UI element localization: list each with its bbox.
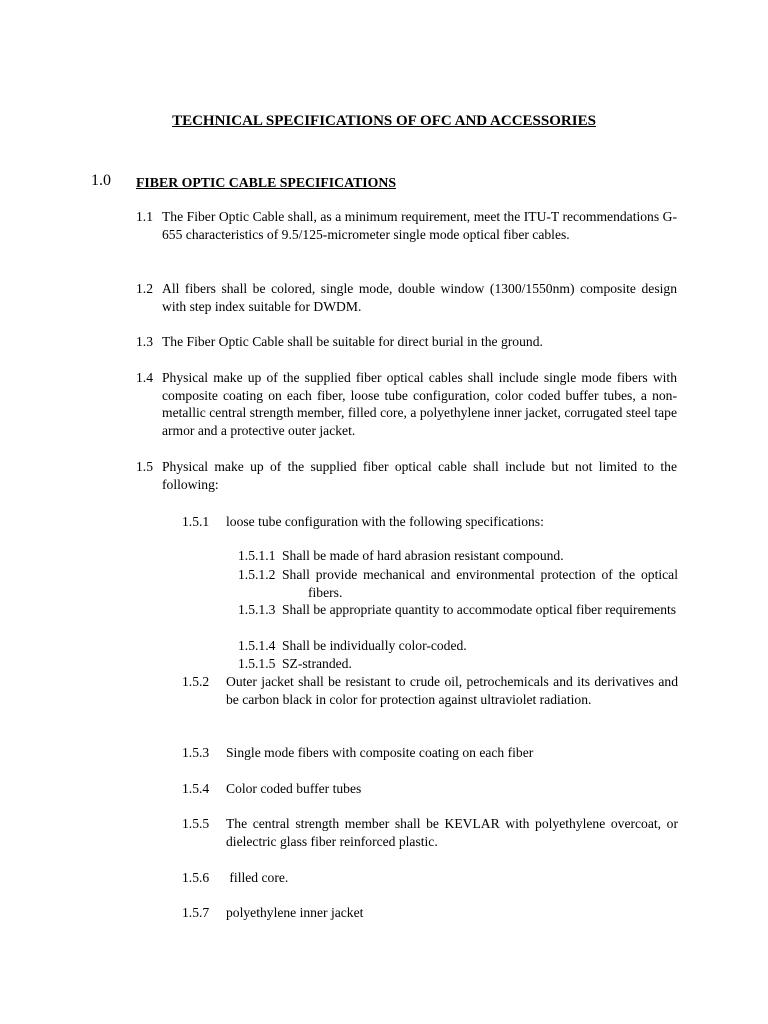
subsubitem-text: SZ-stranded. — [282, 656, 352, 671]
item-text: All fibers shall be colored, single mode, double window (1300/1550nm) composite design with step index suitable for DWDM. — [162, 281, 677, 314]
subitem-text: loose tube configuration with the following specifications: — [226, 514, 544, 529]
item-number: 1.1 — [136, 209, 153, 224]
spec-subitem-1-5-7 — [182, 904, 678, 922]
spec-subitem-1-5-4 — [182, 780, 678, 798]
spec-subsubitem-1-5-1-4 — [238, 637, 678, 655]
subsubitem-number: 1.5.1.2 — [238, 567, 276, 582]
spec-subsubitem-1-5-1-1 — [238, 547, 678, 565]
subitem-number: 1.5.6 — [182, 870, 210, 885]
section-number: 1.0 — [91, 172, 111, 189]
spec-item-1-4 — [136, 369, 677, 439]
subitem-text: The central strength member shall be KEVLAR with polyethylene overcoat, or dielectric glass fiber reinforced plastic. — [226, 816, 678, 849]
section-title: FIBER OPTIC CABLE SPECIFICATIONS — [136, 175, 397, 190]
document-title: TECHNICAL SPECIFICATIONS OF OFC AND ACCESSORIES — [172, 113, 596, 129]
subitem-number: 1.5.1 — [182, 514, 210, 529]
subsubitem-text: Shall be made of hard abrasion resistant compound. — [282, 548, 564, 563]
spec-subsubitem-1-5-1-2 — [238, 566, 678, 601]
spec-item-1-1 — [136, 208, 677, 243]
item-text: The Fiber Optic Cable shall be suitable for direct burial in the ground. — [162, 334, 543, 349]
subsubitem-text: Shall be appropriate quantity to accommodate optical fiber requirements — [282, 602, 677, 617]
subitem-text: filled core. — [226, 870, 289, 885]
subitem-number: 1.5.2 — [182, 674, 210, 689]
subitem-text: Color coded buffer tubes — [226, 781, 362, 796]
spec-item-1-5 — [136, 458, 677, 493]
spec-subitem-1-5-6 — [182, 869, 678, 887]
subsubitem-text: Shall provide mechanical and environmental protection of the optical fibers. — [282, 567, 678, 600]
subitem-number: 1.5.3 — [182, 745, 210, 760]
item-number: 1.4 — [136, 370, 153, 385]
item-text: Physical make up of the supplied fiber optical cables shall include single mode fibers with composite coating on each fiber, loose tube configuration, color coded buffer tubes, a non-metallic central strength member, filled core, a polyethylene inner jacket, corrugated steel tape armor and a protective outer jacket. — [162, 370, 677, 438]
subitem-number: 1.5.7 — [182, 905, 210, 920]
spec-item-1-3 — [136, 333, 677, 351]
subsubitem-number: 1.5.1.5 — [238, 656, 276, 671]
subsubitem-number: 1.5.1.3 — [238, 602, 276, 617]
subsubitem-text: Shall be individually color-coded. — [282, 638, 467, 653]
item-text: Physical make up of the supplied fiber optical cable shall include but not limited to the following: — [162, 459, 677, 492]
item-text: The Fiber Optic Cable shall, as a minimum requirement, meet the ITU-T recommendations G-655 characteristics of 9.5/125-micrometer single mode optical fiber cables. — [162, 209, 677, 242]
subsubitem-number: 1.5.1.1 — [238, 548, 276, 563]
subitem-number: 1.5.4 — [182, 781, 210, 796]
subitem-number: 1.5.5 — [182, 816, 210, 831]
subitem-text: polyethylene inner jacket — [226, 905, 364, 920]
item-number: 1.3 — [136, 334, 153, 349]
item-number: 1.5 — [136, 459, 153, 474]
spec-subsubitem-1-5-1-5 — [238, 655, 678, 673]
spec-subsubitem-1-5-1-3 — [238, 601, 678, 619]
spec-subitem-1-5-3 — [182, 744, 678, 762]
spec-subitem-1-5-2 — [182, 673, 678, 708]
spec-subitem-1-5-1 — [182, 513, 678, 531]
subitem-text: Single mode fibers with composite coating on each fiber — [226, 745, 534, 760]
subsubitem-number: 1.5.1.4 — [238, 638, 276, 653]
item-number: 1.2 — [136, 281, 153, 296]
subitem-text: Outer jacket shall be resistant to crude oil, petrochemicals and its derivatives and be carbon black in color for protection against ultraviolet radiation. — [226, 674, 678, 707]
spec-subitem-1-5-5 — [182, 815, 678, 850]
spec-item-1-2 — [136, 280, 677, 315]
